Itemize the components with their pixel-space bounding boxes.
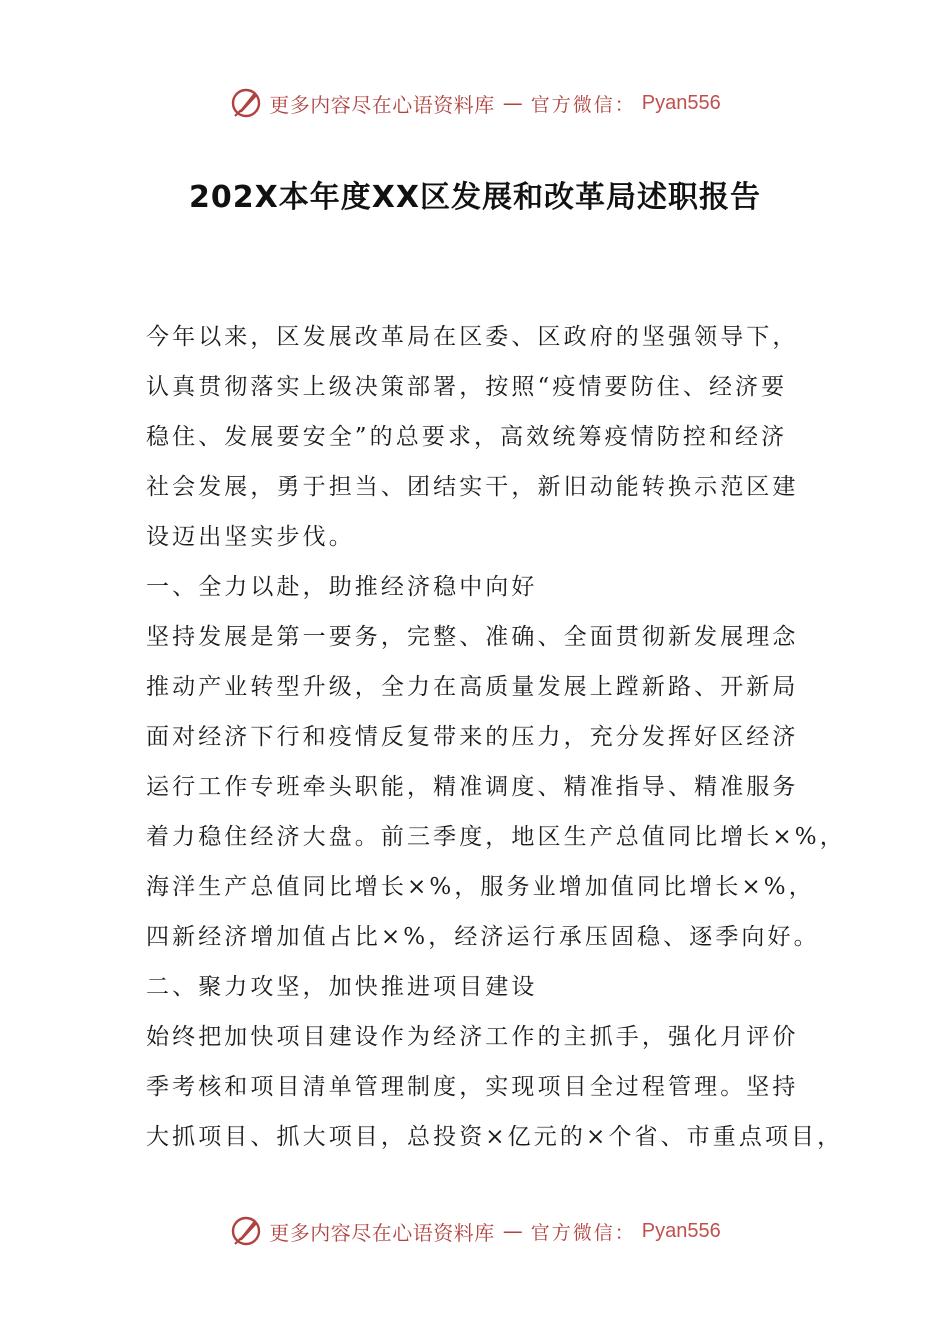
text-line: 四新经济增加值占比×%，经济运行承压固稳、逐季向好。 <box>146 924 820 950</box>
text-line: 今年以来，区发展改革局在区委、区政府的坚强领导下， <box>146 324 799 350</box>
text-line: 运行工作专班牵头职能，精准调度、精准指导、精准服务 <box>146 774 799 800</box>
text-line: 推动产业转型升级，全力在高质量发展上蹚新路、开新局 <box>146 674 799 700</box>
watermark-text: 更多内容尽在心语资料库 <box>269 92 495 117</box>
section-heading: 一、全力以赴，助推经济稳中向好 <box>146 574 538 600</box>
text-line: 面对经济下行和疫情反复带来的压力，充分发挥好区经济 <box>146 724 799 750</box>
section-heading: 二、聚力攻坚，加快推进项目建设 <box>146 974 538 1000</box>
text-line: 季考核和项目清单管理制度，实现项目全过程管理。坚持 <box>146 1074 799 1100</box>
text-line: 海洋生产总值同比增长×%，服务业增加值同比增长×%， <box>146 874 815 900</box>
watermark-text: 更多内容尽在心语资料库 <box>269 1220 495 1245</box>
footer-watermark <box>0 1211 950 1251</box>
watermark-separator: — <box>502 1219 523 1243</box>
feather-pen-logo-icon <box>229 1214 263 1248</box>
text-line: 认真贯彻落实上级决策部署，按照“疫情要防住、经济要 <box>146 374 788 400</box>
watermark-separator: — <box>502 91 523 115</box>
text-line: 坚持发展是第一要务，完整、准确、全面贯彻新发展理念 <box>146 624 799 650</box>
watermark-contact-label: 官方微信： <box>530 93 636 116</box>
text-line: 稳住、发展要安全”的总要求，高效统筹疫情防控和经济 <box>146 424 788 450</box>
document-body <box>146 317 846 1167</box>
text-line: 社会发展，勇于担当、团结实干，新旧动能转换示范区建 <box>146 474 799 500</box>
watermark-contact-id: Pyan556 <box>641 1219 721 1242</box>
text-line: 设迈出坚实步伐。 <box>146 524 355 550</box>
watermark-contact-id: Pyan556 <box>641 91 721 114</box>
text-line: 始终把加快项目建设作为经济工作的主抓手，强化月评价 <box>146 1024 799 1050</box>
watermark-contact-label: 官方微信： <box>530 1221 636 1244</box>
feather-pen-logo-icon <box>229 86 263 120</box>
text-line: 大抓项目、抓大项目，总投资×亿元的×个省、市重点项目， <box>146 1124 844 1150</box>
document-title: 202X本年度XX区发展和改革局述职报告 <box>188 180 761 215</box>
text-line: 着力稳住经济大盘。前三季度，地区生产总值同比增长×%， <box>146 824 846 850</box>
header-watermark <box>0 83 950 123</box>
